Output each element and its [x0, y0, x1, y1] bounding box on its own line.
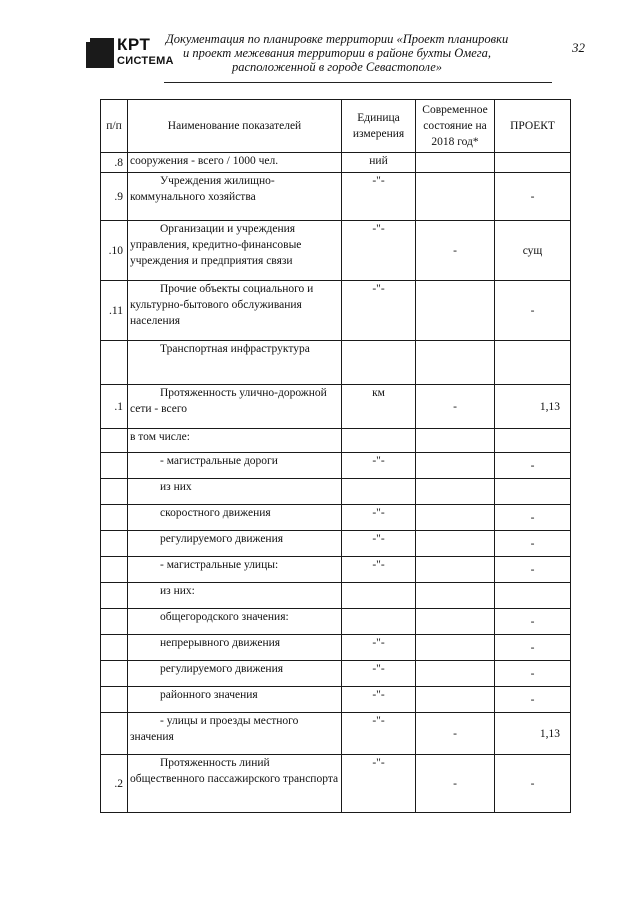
indicator-name — [128, 755, 342, 813]
indicator-name-text: Транспортная инфраструктура — [160, 343, 310, 355]
project-value: сущ — [495, 221, 571, 281]
indicator-name — [128, 221, 342, 281]
current-value — [416, 153, 495, 173]
project-value: - — [495, 557, 571, 583]
row-number — [101, 661, 128, 687]
row-number — [101, 505, 128, 531]
unit-cell: -"- — [342, 531, 416, 557]
indicator-name — [128, 687, 342, 713]
project-value: - — [495, 609, 571, 635]
unit-cell: км — [342, 385, 416, 429]
table-row — [101, 453, 571, 479]
table-row — [101, 755, 571, 813]
project-value — [495, 429, 571, 453]
indicator-name — [128, 609, 342, 635]
row-number — [101, 429, 128, 453]
current-value — [416, 687, 495, 713]
indicator-name — [128, 635, 342, 661]
indicator-name — [128, 341, 342, 385]
project-value — [495, 153, 571, 173]
row-number — [101, 479, 128, 505]
current-value — [416, 531, 495, 557]
unit-cell: -"- — [342, 453, 416, 479]
table-row — [101, 531, 571, 557]
unit-cell — [342, 341, 416, 385]
indicator-name-text: из них — [160, 481, 192, 493]
row-number — [101, 341, 128, 385]
indicator-name-text: Протяженность улично-дорожной сети - всего — [130, 387, 327, 415]
indicator-name-text: скоростного движения — [160, 507, 271, 519]
logo-mark — [86, 42, 114, 68]
row-number — [101, 609, 128, 635]
project-value: - — [495, 635, 571, 661]
current-value — [416, 557, 495, 583]
title-line-1: Документация по планировке территории «Проект планировки — [165, 32, 509, 46]
current-value — [416, 173, 495, 221]
col-header-name: Наименование показателей — [128, 100, 342, 153]
project-value: - — [495, 755, 571, 813]
indicator-name — [128, 713, 342, 755]
table-row — [101, 429, 571, 453]
indicator-name: в том числе: — [128, 429, 342, 453]
indicator-name-text: Организации и учреждения управления, кредитно-финансовые учреждения и предприятия связи — [130, 223, 302, 267]
unit-cell: -"- — [342, 557, 416, 583]
row-number — [101, 557, 128, 583]
indicator-name-text: Протяженность линий общественного пассажирского транспорта — [130, 757, 339, 785]
indicator-name-text: районного значения — [160, 689, 258, 701]
unit-cell: -"- — [342, 755, 416, 813]
project-value: - — [495, 505, 571, 531]
current-value — [416, 479, 495, 505]
indicator-name: сооружения - всего / 1000 чел. — [128, 153, 342, 173]
current-value — [416, 281, 495, 341]
table-row — [101, 713, 571, 755]
current-value — [416, 453, 495, 479]
row-number — [101, 635, 128, 661]
indicator-name-text: - магистральные улицы: — [160, 559, 279, 571]
logo-text-sistema: СИСТЕМА — [117, 55, 174, 67]
table-row — [101, 635, 571, 661]
indicator-name — [128, 583, 342, 609]
table-row — [101, 609, 571, 635]
table-row — [101, 385, 571, 429]
indicators-table — [100, 99, 571, 813]
table-row — [101, 153, 571, 173]
current-value — [416, 635, 495, 661]
unit-cell: ний — [342, 153, 416, 173]
project-value: - — [495, 281, 571, 341]
indicator-name-text: Учреждения жилищно-коммунального хозяйства — [130, 175, 275, 203]
title-line-2: и проект межевания территории в районе бухты Омега, — [182, 46, 492, 60]
current-value — [416, 583, 495, 609]
table-row — [101, 479, 571, 505]
row-number: .10 — [101, 221, 128, 281]
indicator-name — [128, 505, 342, 531]
table-row — [101, 281, 571, 341]
unit-cell: -"- — [342, 635, 416, 661]
current-value: - — [416, 221, 495, 281]
project-value: - — [495, 453, 571, 479]
indicator-name-text: регулируемого движения — [160, 533, 284, 545]
col-header-unit: Единица измерения — [342, 100, 416, 153]
indicator-name-text: Прочие объекты социального и культурно-бытового обслуживания населения — [130, 283, 314, 327]
page-number: 32 — [572, 40, 585, 55]
current-value: - — [416, 385, 495, 429]
table-row — [101, 687, 571, 713]
row-number — [101, 531, 128, 557]
table-row — [101, 173, 571, 221]
indicator-name-text: общегородского значения: — [160, 611, 289, 623]
unit-cell: -"- — [342, 661, 416, 687]
title-line-3: расположенной в городе Севастополе» — [231, 60, 443, 74]
indicator-name — [128, 385, 342, 429]
col-header-project: ПРОЕКТ — [495, 100, 571, 153]
project-value: - — [495, 173, 571, 221]
row-number: .9 — [101, 173, 128, 221]
unit-cell: -"- — [342, 173, 416, 221]
row-number: .11 — [101, 281, 128, 341]
row-number — [101, 713, 128, 755]
indicator-name-text: регулируемого движения — [160, 663, 284, 675]
row-number — [101, 687, 128, 713]
project-value — [495, 479, 571, 505]
project-value: - — [495, 531, 571, 557]
unit-cell: -"- — [342, 221, 416, 281]
project-value: 1,13 — [495, 713, 571, 755]
row-number — [101, 583, 128, 609]
col-header-num: п/п — [101, 100, 128, 153]
company-logo — [86, 35, 174, 72]
unit-cell: -"- — [342, 281, 416, 341]
project-value — [495, 341, 571, 385]
table-row — [101, 221, 571, 281]
table-body — [101, 153, 571, 813]
indicator-name — [128, 173, 342, 221]
current-value — [416, 609, 495, 635]
indicator-name — [128, 453, 342, 479]
indicator-name-text: непрерывного движения — [160, 637, 281, 649]
table-row — [101, 661, 571, 687]
indicator-name-text: - улицы и проезды местного значения — [130, 715, 299, 743]
unit-cell — [342, 429, 416, 453]
table-row — [101, 505, 571, 531]
table-row — [101, 583, 571, 609]
row-number: .8 — [101, 153, 128, 173]
header-divider — [164, 82, 552, 83]
row-number: .2 — [101, 755, 128, 813]
indicator-name — [128, 531, 342, 557]
project-value — [495, 583, 571, 609]
logo-text-krt: КРТ — [117, 35, 151, 54]
indicator-name — [128, 281, 342, 341]
row-number — [101, 453, 128, 479]
unit-cell: -"- — [342, 713, 416, 755]
table-header-row — [101, 100, 571, 153]
current-value: - — [416, 713, 495, 755]
indicator-name — [128, 479, 342, 505]
indicator-name — [128, 557, 342, 583]
unit-cell — [342, 583, 416, 609]
unit-cell — [342, 479, 416, 505]
current-value: - — [416, 755, 495, 813]
row-number: .1 — [101, 385, 128, 429]
col-header-current: Современное состояние на 2018 год* — [416, 100, 495, 153]
project-value: 1,13 — [495, 385, 571, 429]
current-value — [416, 341, 495, 385]
unit-cell: -"- — [342, 687, 416, 713]
project-value: - — [495, 687, 571, 713]
current-value — [416, 505, 495, 531]
table-row — [101, 341, 571, 385]
indicator-name-text: - магистральные дороги — [160, 455, 278, 467]
current-value — [416, 429, 495, 453]
indicator-name-text: из них: — [160, 585, 195, 597]
document-title — [162, 32, 512, 74]
current-value — [416, 661, 495, 687]
table-row — [101, 557, 571, 583]
unit-cell: -"- — [342, 505, 416, 531]
project-value: - — [495, 661, 571, 687]
unit-cell — [342, 609, 416, 635]
indicator-name — [128, 661, 342, 687]
